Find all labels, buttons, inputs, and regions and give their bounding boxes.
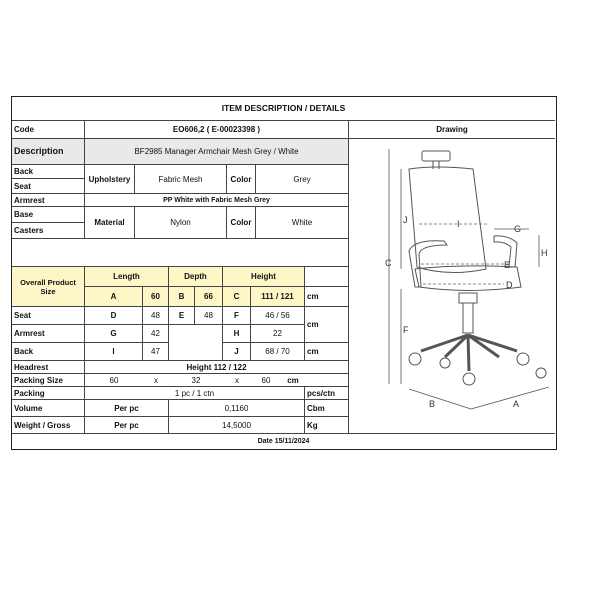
part-base: Base bbox=[12, 207, 85, 223]
description-value: BF2985 Manager Armchair Mesh Grey / White bbox=[85, 139, 349, 165]
back-dims-label: Back bbox=[12, 343, 85, 361]
upholstery-label: Upholstery bbox=[85, 165, 135, 194]
dim-j-value: 68 / 70 bbox=[251, 343, 305, 361]
seat-arm-unit: cm bbox=[305, 307, 349, 343]
material-value: Nylon bbox=[135, 207, 227, 239]
dim-g-key: G bbox=[85, 325, 143, 343]
drawing-label: Drawing bbox=[349, 121, 555, 139]
depth-header: Depth bbox=[169, 267, 223, 287]
base-shape bbox=[421, 335, 517, 371]
dim-a-value: 60 bbox=[143, 287, 169, 307]
description-label: Description bbox=[12, 139, 85, 165]
dim-e-value: 48 bbox=[195, 307, 223, 325]
dim-i-key: I bbox=[85, 343, 143, 361]
label-g: G bbox=[514, 224, 522, 234]
caster-4 bbox=[440, 358, 450, 368]
item-details-sheet bbox=[11, 96, 557, 450]
packing-size-x2: x bbox=[235, 375, 239, 385]
dim-i-value: 47 bbox=[143, 343, 169, 361]
dim-h-value: 22 bbox=[251, 325, 305, 343]
volume-unit: Cbm bbox=[305, 400, 349, 417]
armrest-note: PP White with Fabric Mesh Grey bbox=[85, 194, 349, 207]
dim-b-value: 66 bbox=[195, 287, 223, 307]
spacer-row bbox=[12, 239, 349, 267]
upholstery-value: Fabric Mesh bbox=[135, 165, 227, 194]
headrest-shape bbox=[422, 151, 450, 161]
caster-3 bbox=[463, 373, 475, 385]
dim-c-value: 111 / 121 bbox=[251, 287, 305, 307]
label-e: E bbox=[504, 260, 511, 270]
headrest-label: Headrest bbox=[12, 361, 85, 374]
upholstery-color-value: Grey bbox=[256, 165, 349, 194]
label-h: H bbox=[541, 248, 548, 258]
material-color-label: Color bbox=[227, 207, 256, 239]
caster-2 bbox=[517, 353, 529, 365]
dim-d-value: 48 bbox=[143, 307, 169, 325]
dim-c-key: C bbox=[223, 287, 251, 307]
weight-per: Per pc bbox=[85, 417, 169, 434]
dim-f-value: 46 / 56 bbox=[251, 307, 305, 325]
weight-value: 14,5000 bbox=[169, 417, 305, 434]
empty-header-cell bbox=[305, 267, 349, 287]
drawing-area bbox=[349, 139, 555, 434]
packing-size-height: 60 bbox=[261, 375, 271, 385]
material-color-value: White bbox=[256, 207, 349, 239]
volume-label: Volume bbox=[12, 400, 85, 417]
packing-size-length: 60 bbox=[109, 375, 119, 385]
packing-value: 1 pc / 1 ctn bbox=[85, 387, 305, 400]
overall-size-label: Overall Product Size bbox=[12, 267, 85, 307]
material-label: Material bbox=[85, 207, 135, 239]
dim-h-key: H bbox=[223, 325, 251, 343]
code-label: Code bbox=[12, 121, 85, 139]
packing-unit: pcs/ctn bbox=[305, 387, 349, 400]
part-armrest: Armrest bbox=[12, 194, 85, 207]
dim-b-key: B bbox=[169, 287, 195, 307]
dim-d-key: D bbox=[85, 307, 143, 325]
dim-e-key: E bbox=[169, 307, 195, 325]
height-header: Height bbox=[223, 267, 305, 287]
armrest-dims-label: Armrest bbox=[12, 325, 85, 343]
code-value: EO606,2 ( E-00023398 ) bbox=[85, 121, 349, 139]
seat-dims-label: Seat bbox=[12, 307, 85, 325]
dim-f-key: F bbox=[223, 307, 251, 325]
packing-size-unit: cm bbox=[287, 375, 299, 385]
weight-label: Weight / Gross bbox=[12, 417, 85, 434]
part-casters: Casters bbox=[12, 223, 85, 239]
label-i: I bbox=[457, 219, 460, 229]
length-header: Length bbox=[85, 267, 169, 287]
label-f: F bbox=[403, 325, 409, 335]
part-back: Back bbox=[12, 165, 85, 179]
mechanism-shape bbox=[459, 293, 477, 303]
packing-size-x1: x bbox=[154, 375, 158, 385]
caster-1 bbox=[409, 353, 421, 365]
label-j: J bbox=[403, 215, 408, 225]
back-unit: cm bbox=[305, 343, 349, 361]
packing-size-label: Packing Size bbox=[12, 374, 85, 387]
label-a: A bbox=[513, 399, 520, 409]
dim-a-key: A bbox=[85, 287, 143, 307]
part-seat: Seat bbox=[12, 179, 85, 194]
volume-value: 0,1160 bbox=[169, 400, 305, 417]
sheet-title: ITEM DESCRIPTION / DETAILS bbox=[12, 97, 555, 121]
dim-j-key: J bbox=[223, 343, 251, 361]
gas-lift-shape bbox=[463, 303, 473, 333]
upholstery-color-label: Color bbox=[227, 165, 256, 194]
volume-per: Per pc bbox=[85, 400, 169, 417]
chair-drawing bbox=[349, 139, 555, 433]
packing-label: Packing bbox=[12, 387, 85, 400]
overall-unit: cm bbox=[305, 287, 349, 307]
packing-size-width: 32 bbox=[191, 375, 201, 385]
caster-5 bbox=[536, 368, 546, 378]
empty-depth-cell bbox=[169, 325, 223, 361]
dim-g-value: 42 bbox=[143, 325, 169, 343]
date-footer: Date 15/11/2024 bbox=[257, 437, 310, 445]
label-b: B bbox=[429, 399, 436, 409]
backrest-shape bbox=[409, 167, 486, 273]
label-d: D bbox=[506, 280, 513, 290]
packing-size-values bbox=[85, 374, 349, 387]
label-c: C bbox=[385, 258, 392, 268]
headrest-value: Height 112 / 122 bbox=[85, 361, 349, 374]
weight-unit: Kg bbox=[305, 417, 349, 434]
